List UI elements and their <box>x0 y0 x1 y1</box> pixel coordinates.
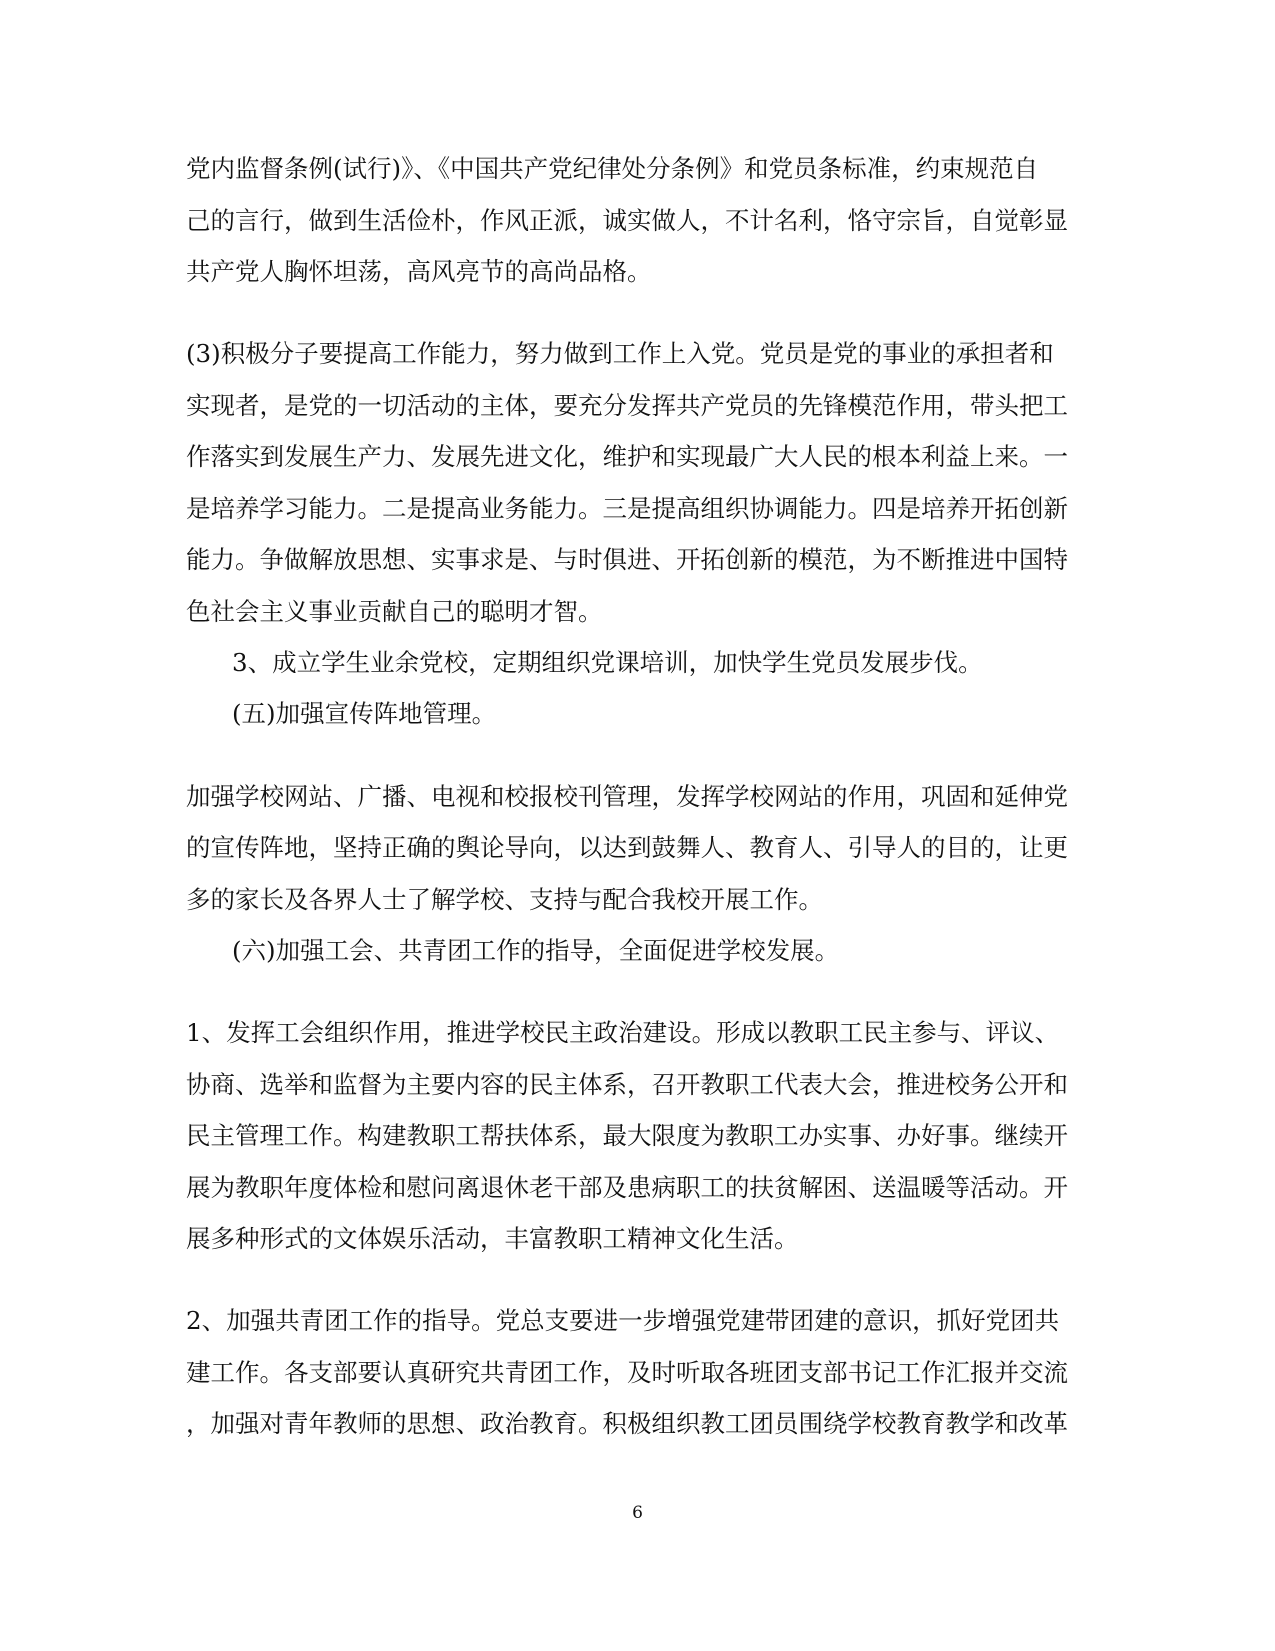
text-line: 1、发挥工会组织作用，推进学校民主政治建设。形成以教职工民主参与、评议、 <box>186 1018 1060 1047</box>
text-line: 民主管理工作。构建教职工帮扶体系，最大限度为教职工办实事、办好事。继续开 <box>186 1121 1068 1150</box>
text-line: 展多种形式的文体娱乐活动，丰富教职工精神文化生活。 <box>186 1224 799 1253</box>
text-line: 多的家长及各界人士了解学校、支持与配合我校开展工作。 <box>186 885 823 914</box>
page-number: 6 <box>632 1503 643 1523</box>
text-line: 是培养学习能力。二是提高业务能力。三是提高组织协调能力。四是培养开拓创新 <box>186 494 1068 523</box>
text-line: 共产党人胸怀坦荡，高风亮节的高尚品格。 <box>186 257 652 286</box>
text-line: 能力。争做解放思想、实事求是、与时俱进、开拓创新的模范，为不断推进中国特 <box>186 545 1068 574</box>
text-line: 建工作。各支部要认真研究共青团工作，及时听取各班团支部书记工作汇报并交流 <box>186 1358 1068 1387</box>
text-line: ，加强对青年教师的思想、政治教育。积极组织教工团员围绕学校教育教学和改革 <box>186 1409 1068 1438</box>
text-line: 党内监督条例(试行)》、《中国共产党纪律处分条例》和党员条标准，约束规范自 <box>186 154 1039 183</box>
text-line: 2、加强共青团工作的指导。党总支要进一步增强党建带团建的意识，抓好党团共 <box>186 1306 1060 1335</box>
text-line: 己的言行，做到生活俭朴，作风正派，诚实做人，不计名利，恪守宗旨，自觉彰显 <box>186 206 1068 235</box>
section-heading: (五)加强宣传阵地管理。 <box>232 699 497 728</box>
text-line: 加强学校网站、广播、电视和校报校刊管理，发挥学校网站的作用，巩固和延伸党 <box>186 782 1068 811</box>
text-line: 协商、选举和监督为主要内容的民主体系，召开教职工代表大会，推进校务公开和 <box>186 1070 1068 1099</box>
text-line: 实现者，是党的一切活动的主体，要充分发挥共产党员的先锋模范作用，带头把工 <box>186 391 1068 420</box>
text-line: 作落实到发展生产力、发展先进文化，维护和实现最广大人民的根本利益上来。一 <box>186 442 1068 471</box>
section-heading: (六)加强工会、共青团工作的指导，全面促进学校发展。 <box>232 936 840 965</box>
text-line: 展为教职年度体检和慰问离退休老干部及患病职工的扶贫解困、送温暖等活动。开 <box>186 1173 1068 1202</box>
text-line: (3)积极分子要提高工作能力，努力做到工作上入党。党员是党的事业的承担者和 <box>186 339 1054 368</box>
text-line: 的宣传阵地，坚持正确的舆论导向，以达到鼓舞人、教育人、引导人的目的，让更 <box>186 833 1068 862</box>
numbered-item: 3、成立学生业余党校，定期组织党课培训，加快学生党员发展步伐。 <box>232 648 983 677</box>
text-line: 色社会主义事业贡献自己的聪明才智。 <box>186 597 603 626</box>
